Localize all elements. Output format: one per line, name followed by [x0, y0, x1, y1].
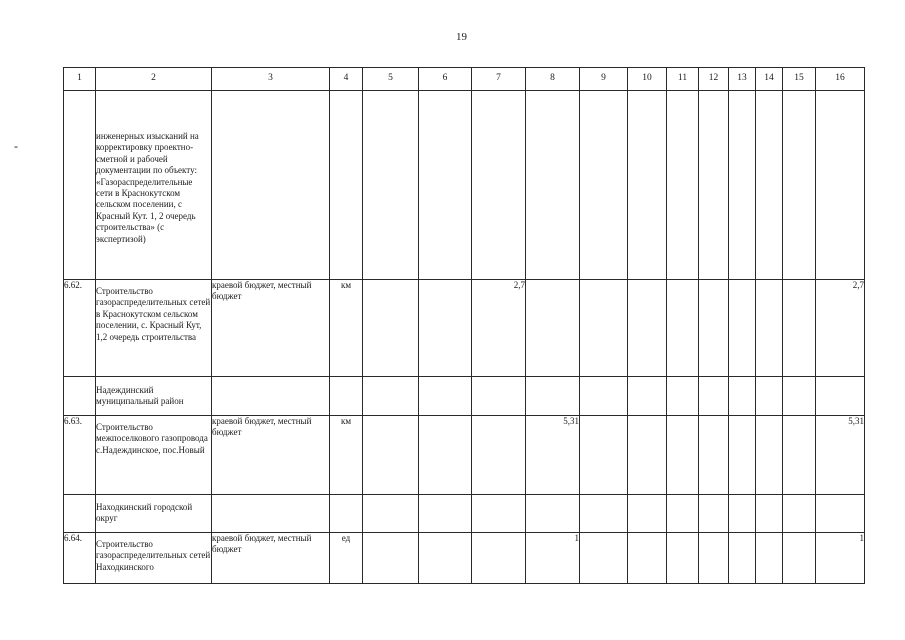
row-col8	[526, 280, 580, 377]
header-row	[64, 68, 865, 91]
row-col7	[472, 377, 526, 416]
column-header: 14	[756, 68, 783, 91]
table-row	[64, 495, 865, 533]
row-unit: км	[330, 416, 363, 495]
row-name: инженерных изысканий на корректировку проектно-сметной и рабочей документации по объекту: «Газораспределительные сети в Краснокутском сельском поселении, с Красный Кут. 1, 2 очередь строительства» (с экспертизой)	[96, 91, 212, 280]
row-col16	[816, 91, 865, 280]
row-source	[212, 377, 330, 416]
data-table	[63, 67, 865, 584]
row-unit: км	[330, 280, 363, 377]
row-number: 6.63.	[64, 416, 96, 495]
row-unit	[330, 377, 363, 416]
row-col7	[472, 495, 526, 533]
column-header: 9	[580, 68, 628, 91]
row-col16: 5,31	[816, 416, 865, 495]
column-header: 10	[628, 68, 667, 91]
row-source	[212, 91, 330, 280]
row-number: 6.62.	[64, 280, 96, 377]
margin-mark: -	[14, 139, 18, 153]
row-name: Надеждинский муниципальный район	[96, 377, 212, 416]
row-col7	[472, 91, 526, 280]
column-header: 2	[96, 68, 212, 91]
row-col16	[816, 377, 865, 416]
column-header: 11	[667, 68, 699, 91]
column-header: 3	[212, 68, 330, 91]
column-header: 4	[330, 68, 363, 91]
table-row	[64, 416, 865, 495]
column-header: 5	[363, 68, 419, 91]
row-name: Строительство газораспределительных сетей в Краснокутском сельском поселении, с. Красный Кут, 1,2 очередь строительства	[96, 280, 212, 377]
row-col8	[526, 377, 580, 416]
table-row	[64, 533, 865, 584]
row-number: 6.64.	[64, 533, 96, 584]
row-col16: 1	[816, 533, 865, 584]
row-col8: 5,31	[526, 416, 580, 495]
row-col16: 2,7	[816, 280, 865, 377]
row-col7: 2,7	[472, 280, 526, 377]
row-unit: ед	[330, 533, 363, 584]
column-header: 1	[64, 68, 96, 91]
row-col8: 1	[526, 533, 580, 584]
row-source: краевой бюджет, местный бюджет	[212, 533, 330, 584]
column-header: 8	[526, 68, 580, 91]
row-source	[212, 495, 330, 533]
row-number	[64, 495, 96, 533]
column-header: 12	[699, 68, 729, 91]
row-col8	[526, 91, 580, 280]
row-source: краевой бюджет, местный бюджет	[212, 416, 330, 495]
row-name: Находкинский городской округ	[96, 495, 212, 533]
row-source: краевой бюджет, местный бюджет	[212, 280, 330, 377]
row-col7	[472, 533, 526, 584]
row-col8	[526, 495, 580, 533]
column-header: 6	[419, 68, 472, 91]
row-col16	[816, 495, 865, 533]
row-col7	[472, 416, 526, 495]
table-row	[64, 91, 865, 280]
row-unit	[330, 495, 363, 533]
column-header: 7	[472, 68, 526, 91]
page-number: 19	[456, 31, 467, 43]
column-header: 15	[783, 68, 816, 91]
row-name: Строительство газораспределительных сетей Находкинского	[96, 533, 212, 584]
row-number	[64, 91, 96, 280]
column-header: 13	[729, 68, 756, 91]
column-header: 16	[816, 68, 865, 91]
table-row	[64, 280, 865, 377]
table-row	[64, 377, 865, 416]
row-name: Строительство межпоселкового газопровода с.Надеждинское, пос.Новый	[96, 416, 212, 495]
row-number	[64, 377, 96, 416]
row-unit	[330, 91, 363, 280]
